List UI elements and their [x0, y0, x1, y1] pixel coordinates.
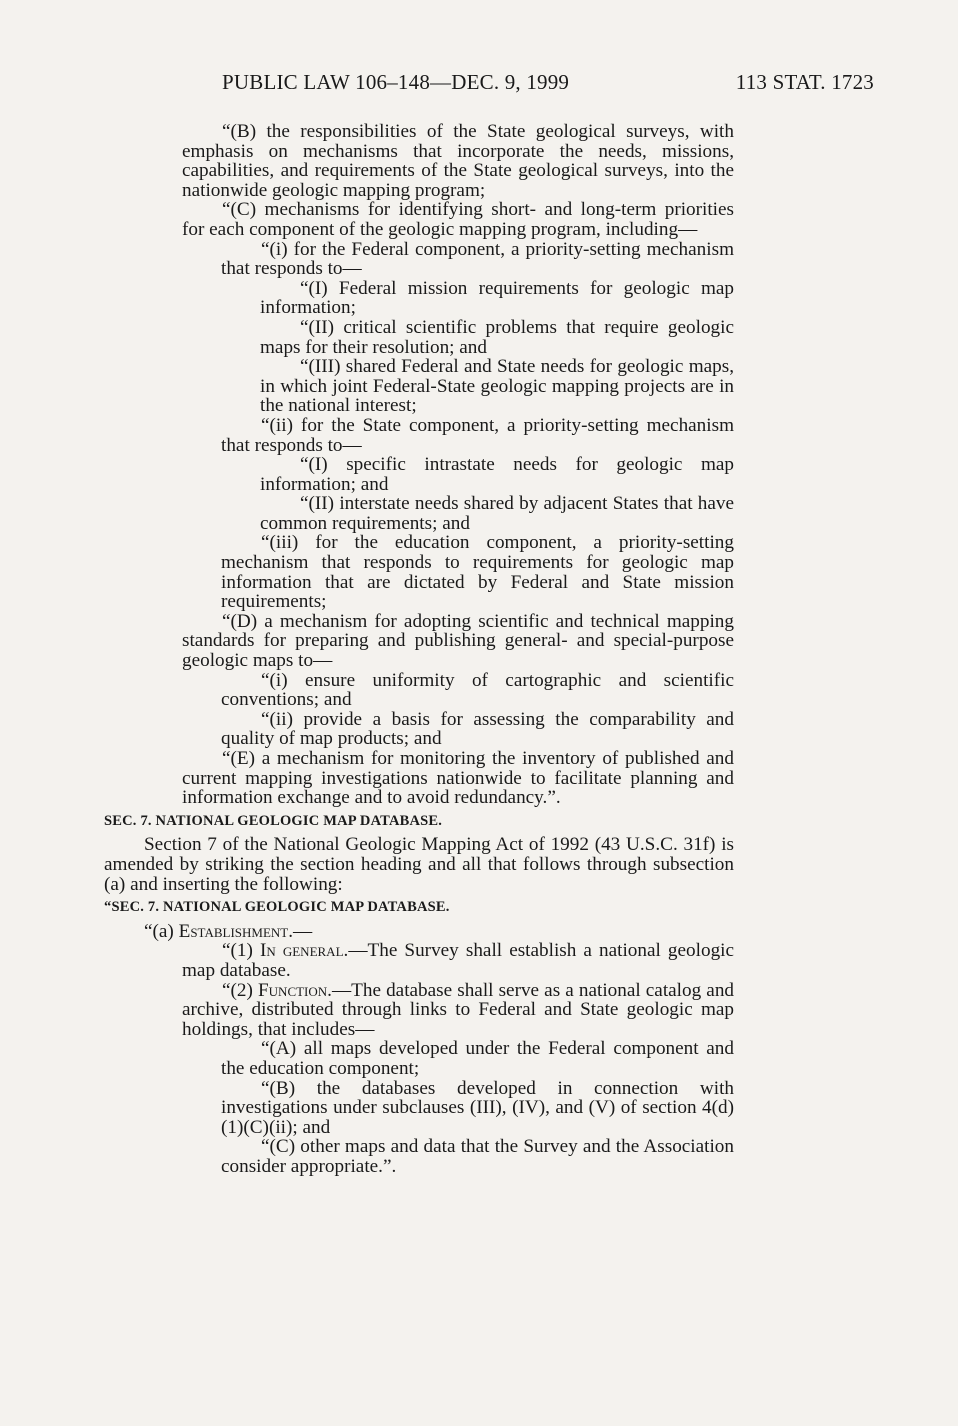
- quoted-section-heading: “SEC. 7. NATIONAL GEOLOGIC MAP DATABASE.: [104, 899, 450, 916]
- paragraph-b: “(B) the responsibilities of the State geological surveys, with emphasis on mechanisms that incorporate the needs, missions, capabilities, and requirements of the State geological surveys, into the nationwide geologic mapping program;: [182, 121, 734, 201]
- paragraph-1-in-general: [104, 941, 734, 980]
- paragraph-e: “(E) a mechanism for monitoring the inventory of published and current mapping investigations nationwide to facilitate planning and information exchange and to avoid redundancy.”.: [182, 748, 734, 809]
- function-item-b: “(B) the databases developed in connection with investigations under subclauses (III), (IV), and (V) of section 4(d)(1)(C)(ii); and: [221, 1077, 734, 1138]
- function-prefix: “(2): [222, 979, 258, 1001]
- function-item-c: “(C) other maps and data that the Survey and the Association consider appropriate.”.: [221, 1136, 734, 1177]
- paragraph-d: “(D) a mechanism for adopting scientific and technical mapping standards for preparing and publishing general- and special-purpose geologic maps to—: [182, 610, 734, 672]
- subclause-c-ii-I: “(I) specific intrastate needs for geologic map information; and: [260, 454, 734, 495]
- paragraph-c: “(C) mechanisms for identifying short- and long-term priorities for each component of the geologic mapping program, including—: [182, 199, 734, 240]
- in-general-label: In general.: [259, 940, 349, 962]
- header-page-ref: 113 STAT. 1723: [735, 70, 874, 94]
- establishment-dash: —: [293, 920, 313, 942]
- in-general-text: —The Survey shall establish a national geologic map database.: [182, 940, 735, 981]
- clause-c-iii: “(iii) for the education component, a priority-setting mechanism that responds to requirements for geologic map information that are dictated by Federal and State mission requirements;: [221, 532, 734, 613]
- function-item-a: “(A) all maps developed under the Federal component and the education component;: [221, 1038, 734, 1079]
- header-title: PUBLIC LAW 106–148—DEC. 9, 1999: [222, 70, 570, 94]
- clause-d-i: “(i) ensure uniformity of cartographic and scientific conventions; and: [221, 669, 734, 711]
- establishment-label: Establishment.: [178, 920, 294, 942]
- function-text: —The database shall serve as a national catalog and archive, distributed through links to Federal and State geologic map holdings, that includes—: [182, 979, 735, 1040]
- document-body: [104, 122, 734, 1176]
- subclause-c-i-I: “(I) Federal mission requirements for geologic map information;: [260, 277, 734, 319]
- subsection-a-establishment: [104, 922, 734, 942]
- function-label: Function.: [258, 979, 332, 1001]
- subclause-c-i-III: “(III) shared Federal and State needs for geologic maps, in which joint Federal-State geologic mapping projects are in the national interest;: [260, 356, 734, 417]
- section-heading: SEC. 7. NATIONAL GEOLOGIC MAP DATABASE.: [104, 812, 443, 829]
- section-text: Section 7 of the National Geologic Mapping Act of 1992 (43 U.S.C. 31f) is amended by striking the section heading and all that follows through subsection (a) and inserting the following:: [104, 834, 734, 895]
- subclause-c-i-II: “(II) critical scientific problems that require geologic maps for their resolution; and: [260, 316, 734, 358]
- clause-d-ii: “(ii) provide a basis for assessing the comparability and quality of map products; and: [221, 708, 734, 750]
- subclause-c-ii-II: “(II) interstate needs shared by adjacent States that have common requirements; and: [260, 493, 734, 534]
- establishment-prefix: “(a): [144, 920, 179, 942]
- clause-c-ii: “(ii) for the State component, a priority-setting mechanism that responds to—: [221, 414, 734, 456]
- page-header: [222, 70, 874, 95]
- clause-c-i: “(i) for the Federal component, a priority-setting mechanism that responds to—: [221, 238, 734, 280]
- in-general-prefix: “(1): [222, 940, 260, 962]
- paragraph-2-function: [104, 981, 734, 1040]
